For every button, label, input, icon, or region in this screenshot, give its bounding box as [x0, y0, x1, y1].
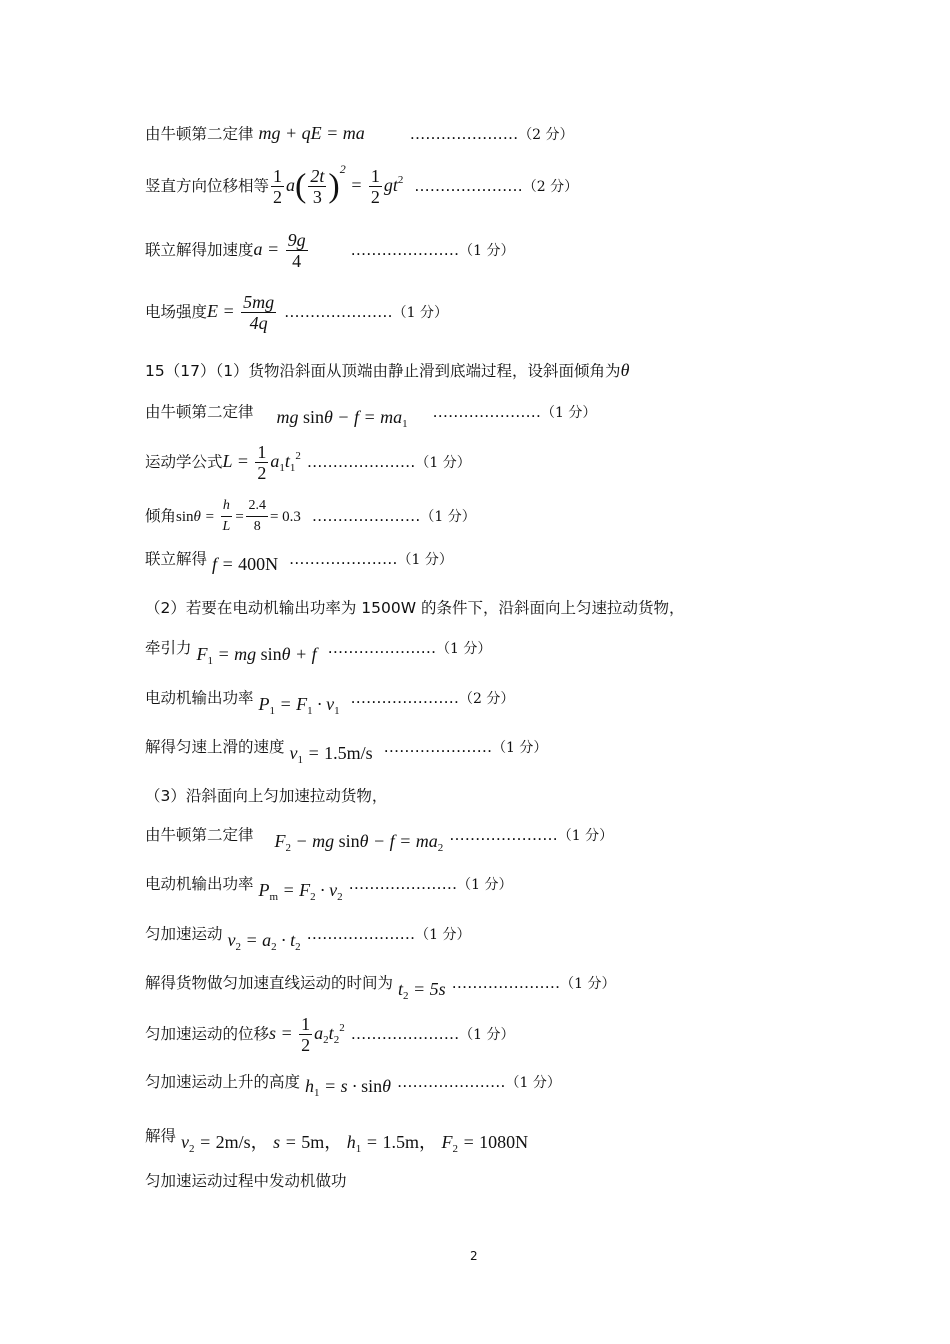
eq-height-gain: 匀加速运动上升的高度 $h_1 = s \cdot \sin\theta$ …………………（1 分） — [145, 1073, 561, 1099]
eq-accel-displacement: 匀加速运动的位移s = $\frac{1}{2}$ $a_2t_2^2$ …………………（1 分） — [145, 1014, 515, 1055]
eq-traction-force: 牵引力 $F_1$ = mg sinθ + f …………………（1 分） — [145, 639, 492, 667]
page-number: 2 — [470, 1249, 478, 1263]
eq-acceleration: 联立解得加速度a = $\frac{9g}{4}$ …………………（1 分） — [145, 230, 515, 271]
eq-field-strength: 电场强度E = $\frac{5mg}{4q}$ …………………（1 分） — [145, 292, 449, 333]
question-15-part-2: （2）若要在电动机输出功率为 1500W 的条件下，沿斜面向上匀速拉动货物， — [145, 599, 685, 617]
formula: mg + qE = ma — [258, 123, 365, 143]
eq-uniform-acceleration: 匀加速运动 $v_2 = a_2$ · $t_2\dots\dots\dots\dots\dots\dots\dots(1$ 分） — [145, 925, 471, 953]
eq-newton-slide: 由牛顿第二定律 mg $\sin\theta - f = ma_1$ …………………（1 分） — [145, 403, 597, 430]
eq-newton-accel: 由牛顿第二定律 $F_2$ − mg $\sin\theta - f = ma_2\dots\dots\dots\dots\dots\dots\dots(1$ 分） — [145, 826, 614, 854]
eq-kinematics: 运动学公式L = $\frac{1}{2}$ $a_1t_1^2$ …………………（1 分） — [145, 442, 471, 483]
question-15-part-1: 15（17）（1）货物沿斜面从顶端由静止滑到底端过程，设斜面倾角为θ — [145, 360, 630, 380]
eq-accel-time: 解得货物做匀加速直线运动的时间为 $t_2 = 5s$ …………………（1 分） — [145, 974, 616, 1002]
eq-incline-angle: 倾角sinθ = $\frac{h}{L}$ = $\frac{2.4}{8}$ = 0.3 …………………（1 分） — [145, 498, 476, 534]
eq-friction-result: 联立解得 f = 400N …………………（1 分） — [145, 550, 453, 574]
eq-newton-1: 由牛顿第二定律 mg + qE = ma …………………（2 分） — [145, 123, 574, 143]
eq-uniform-speed: 解得匀速上滑的速度 $v_1 = 1.5m/s$ …………………（1 分） — [145, 738, 548, 766]
eq-results: 解得 $v_2 = 2m/s$， s = 5m， $h_1 = 1.5m$， $F_2 = 1080N$ — [145, 1127, 529, 1155]
eq-vertical-displacement: 竖直方向位移相等 $\frac{1}{2}$ a( $\frac{2t}{3}$ )$^2$ = $\frac{1}{2}$ $gt^2$ …………………（2 分） — [145, 162, 579, 207]
work-statement: 匀加速运动过程中发动机做功 — [145, 1172, 347, 1190]
question-15-part-3: （3）沿斜面向上匀加速拉动货物， — [145, 787, 388, 805]
eq-output-power: 电动机输出功率 $P_1 = F_1 \cdot v_1$ …………………（2 分） — [145, 689, 515, 717]
eq-max-power: 电动机输出功率 $P_m = F_2$ · $v_2\dots\dots\dots\dots\dots\dots\dots(1$ 分） — [145, 875, 513, 903]
